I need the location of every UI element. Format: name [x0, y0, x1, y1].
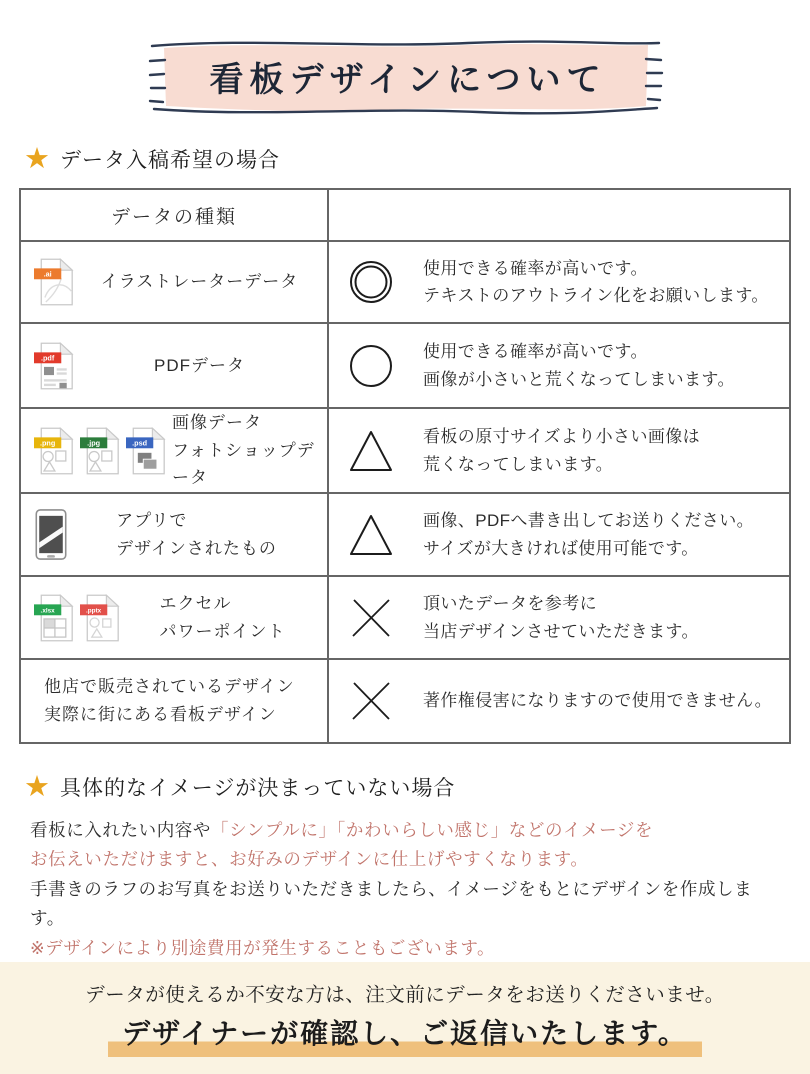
table-row [20, 659, 790, 743]
footer-banner [0, 962, 810, 1074]
table-row [20, 576, 790, 659]
svg-text:.png: .png [39, 438, 56, 448]
advice-text-accent: 「シンプルに」「かわいらしい感じ」などのイメージを [211, 820, 654, 840]
table-header-row [20, 189, 790, 241]
section-heading-no-image [24, 772, 810, 802]
cross-symbol [348, 678, 394, 724]
column-header-empty [328, 189, 790, 241]
svg-text:.xlsx: .xlsx [40, 607, 55, 615]
advice-note-accent: ※デザインにより別途費用が発生することもございます。 [30, 937, 496, 958]
table-row [20, 241, 790, 323]
advice-text-accent: お伝えいただけますと、お好みのデザインに仕上げやすくなります。 [30, 849, 589, 870]
row-note: 著作権侵害になりますので使用できません。 [423, 691, 773, 711]
star-icon: ★ [24, 142, 51, 175]
table-row [20, 408, 790, 493]
row-label: フォトショップデータ [172, 440, 315, 488]
png-file-icon [34, 426, 74, 476]
section-heading-label: データ入稿希望の場合 [60, 149, 280, 172]
triangle-symbol [348, 428, 394, 474]
row-note: 使用できる確率が高いです。 画像が小さいと荒くなってしまいます。 [423, 342, 735, 389]
page-title: 看板デザインについて [209, 61, 607, 99]
section-heading-data-submission [24, 144, 810, 174]
svg-text:.pdf: .pdf [40, 353, 55, 363]
footer-message: データが使えるか不安な方は、注文前にデータをお送りくださいませ。 [85, 984, 725, 1006]
section-heading-label: 具体的なイメージが決まっていない場合 [60, 777, 456, 800]
psd-file-icon [126, 426, 166, 476]
pdf-file-icon [34, 341, 74, 391]
row-label: 他店で販売されているデザイン [44, 677, 295, 697]
triangle-symbol [348, 512, 394, 558]
row-label: PDFデータ [154, 355, 245, 375]
advice-text: 手書きのラフのお写真をお送りいただきましたら、イメージをもとにデザインを作成します。 [30, 878, 753, 929]
pptx-file-icon [80, 593, 120, 643]
row-label: パワーポイント [159, 621, 286, 641]
double-circle-symbol [348, 259, 394, 305]
svg-text:.pptx: .pptx [86, 607, 102, 615]
star-icon: ★ [24, 770, 51, 803]
header-banner [148, 34, 663, 118]
row-label: イラストレーターデータ [100, 272, 299, 292]
svg-text:.psd: .psd [132, 438, 148, 448]
xlsx-file-icon [34, 593, 74, 643]
row-label: エクセル [159, 593, 232, 613]
svg-text:.jpg: .jpg [87, 438, 101, 448]
row-label: 画像データ [172, 413, 262, 433]
table-row [20, 323, 790, 408]
data-type-table [19, 188, 791, 744]
row-note: 頂いたデータを参考に 当店デザインさせていただきます。 [423, 594, 699, 641]
circle-symbol [348, 343, 394, 389]
row-note: 看板の原寸サイズより小さい画像は 荒くなってしまいます。 [423, 427, 701, 474]
row-note: 画像、PDFへ書き出してお送りください。 サイズが大きければ使用可能です。 [423, 511, 754, 558]
advice-paragraph [30, 816, 784, 963]
svg-text:.ai: .ai [43, 269, 52, 279]
table-row [20, 493, 790, 576]
row-note: 使用できる確率が高いです。 テキストのアウトライン化をお願いします。 [423, 258, 769, 305]
jpg-file-icon [80, 426, 120, 476]
row-label: 実際に街にある看板デザイン [44, 705, 277, 724]
ai-file-icon [34, 257, 74, 307]
row-label: アプリで [116, 510, 188, 530]
footer-highlight-text: デザイナーが確認し、ご返信いたします。 [108, 1012, 702, 1057]
advice-text: 看板に入れたい内容や [30, 820, 211, 840]
column-header-data-type: データの種類 [110, 206, 237, 228]
row-label: デザインされたもの [116, 538, 277, 558]
smartphone-icon [34, 508, 68, 561]
cross-symbol [348, 595, 394, 641]
